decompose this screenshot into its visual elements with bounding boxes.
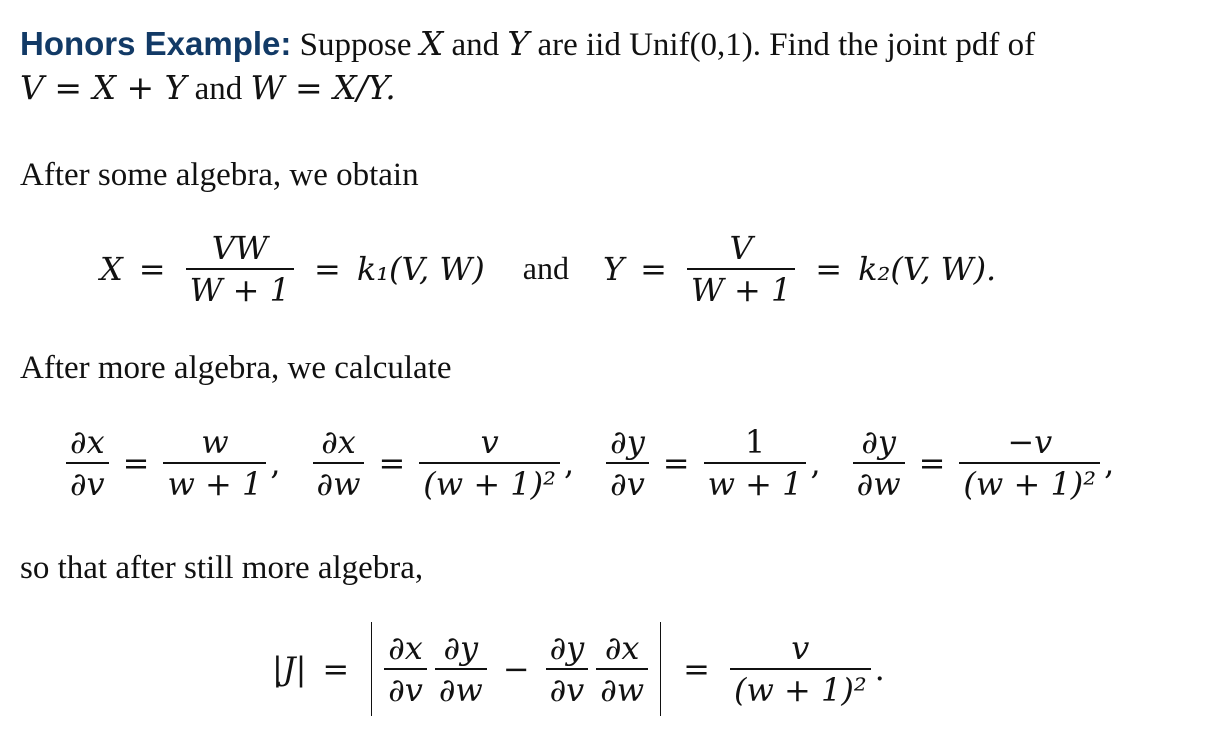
result-y-v-num: 1 <box>744 423 766 461</box>
result-y-w-num: −v <box>1007 423 1053 461</box>
honors-example-label: Honors Example: <box>20 25 292 62</box>
jac-result-den: (w + 1)² <box>733 670 867 709</box>
eq1-frac2-denominator: W + 1 <box>690 270 792 309</box>
eq2-comma-1: , <box>270 443 281 482</box>
result-y-v <box>704 422 807 504</box>
partial-x-w-den: ∂w <box>316 464 361 503</box>
paragraph-after-more-algebra: After more algebra, we calculate <box>20 350 452 386</box>
partial-x-v <box>66 422 109 504</box>
result-x-v <box>163 422 266 504</box>
jac-minus: − <box>502 649 530 688</box>
paragraph-still-more-algebra: so that after still more algebra, <box>20 550 424 586</box>
eq2-comma-2: , <box>563 443 575 482</box>
statement-text-2: are iid Unif(0,1). Find the joint pdf of <box>537 27 1036 63</box>
equation-jacobian <box>272 622 885 716</box>
jac-partial-y-w <box>435 628 487 710</box>
equation-x-y-inverse <box>100 228 996 310</box>
var-y: Y <box>507 24 530 63</box>
result-y-w-den: (w + 1)² <box>963 464 1097 503</box>
jac-b-den: ∂w <box>438 670 483 709</box>
eq3-equals-2: = <box>683 649 710 688</box>
jac-d-num: ∂x <box>604 629 640 667</box>
statement-text-1: Suppose <box>299 27 412 63</box>
absolute-value-bars <box>371 622 661 716</box>
partial-y-w <box>853 422 905 504</box>
jac-a-den: ∂v <box>388 670 423 709</box>
jacobian-result <box>730 628 871 710</box>
var-x: X <box>419 24 444 63</box>
eq2-equals-4: = <box>918 443 946 482</box>
problem-statement-line-2 <box>20 68 396 109</box>
eq1-equals-3: = <box>640 249 667 288</box>
partial-x-w-num: ∂x <box>321 423 356 461</box>
eq1-fraction-v <box>687 228 795 310</box>
partial-y-v-num: ∂y <box>610 423 645 461</box>
partial-y-v-den: ∂v <box>610 464 645 503</box>
jac-b-num: ∂y <box>443 629 479 667</box>
eq1-lhs-y: Y <box>602 249 625 288</box>
jac-d-den: ∂w <box>600 670 645 709</box>
eq1-equals-1: = <box>138 249 166 288</box>
result-x-v-num: w <box>201 423 229 461</box>
eq2-comma-3: , <box>810 443 821 482</box>
eq1-equals-4: = <box>815 249 843 288</box>
partial-x-v-den: ∂v <box>70 464 105 503</box>
statement-and: and <box>451 27 500 63</box>
result-x-w <box>419 422 560 504</box>
eq1-k2: k₂(V, W). <box>858 249 997 288</box>
eq1-frac2-numerator: V <box>729 229 753 267</box>
def-w: W = X/Y <box>250 68 386 107</box>
jac-partial-x-w <box>596 628 648 710</box>
paragraph-after-some-algebra: After some algebra, we obtain <box>20 157 419 193</box>
partial-y-w-num: ∂y <box>861 423 896 461</box>
problem-statement-line-1 <box>20 24 1035 65</box>
jac-partial-y-v <box>546 628 589 710</box>
eq1-equals-2: = <box>314 249 341 288</box>
eq1-frac1-denominator: W + 1 <box>189 270 290 309</box>
partial-y-v <box>606 422 649 504</box>
equation-partial-derivatives <box>62 422 1114 504</box>
eq1-fraction-vw <box>186 228 294 310</box>
result-x-w-den: (w + 1)² <box>423 464 556 503</box>
eq2-comma-4: , <box>1104 443 1115 482</box>
result-x-v-den: w + 1 <box>167 464 263 503</box>
result-y-w <box>959 422 1100 504</box>
eq1-and: and <box>522 250 569 287</box>
partial-x-v-num: ∂x <box>70 423 105 461</box>
result-y-v-den: w + 1 <box>707 464 803 503</box>
eq1-lhs-x: X <box>100 249 123 288</box>
jac-c-den: ∂v <box>549 670 585 709</box>
eq1-frac1-numerator: VW <box>211 229 268 267</box>
jacobian-lhs: |J| <box>272 649 307 688</box>
eq2-equals-2: = <box>378 443 406 482</box>
jac-c-num: ∂y <box>549 629 585 667</box>
jac-result-num: v <box>791 629 810 667</box>
def-v: V = X + Y <box>20 68 187 107</box>
partial-y-w-den: ∂w <box>856 464 901 503</box>
jac-a-num: ∂x <box>388 629 423 667</box>
line2-period: . <box>385 68 396 107</box>
eq2-equals-3: = <box>662 443 690 482</box>
result-x-w-num: v <box>480 423 499 461</box>
eq1-k1: k₁(V, W) <box>356 249 485 288</box>
eq2-equals-1: = <box>122 443 150 482</box>
eq3-period: . <box>874 649 885 688</box>
partial-x-w <box>313 422 365 504</box>
eq3-equals-1: = <box>322 649 350 688</box>
jac-partial-x-v <box>384 628 427 710</box>
line2-and: and <box>194 71 243 107</box>
